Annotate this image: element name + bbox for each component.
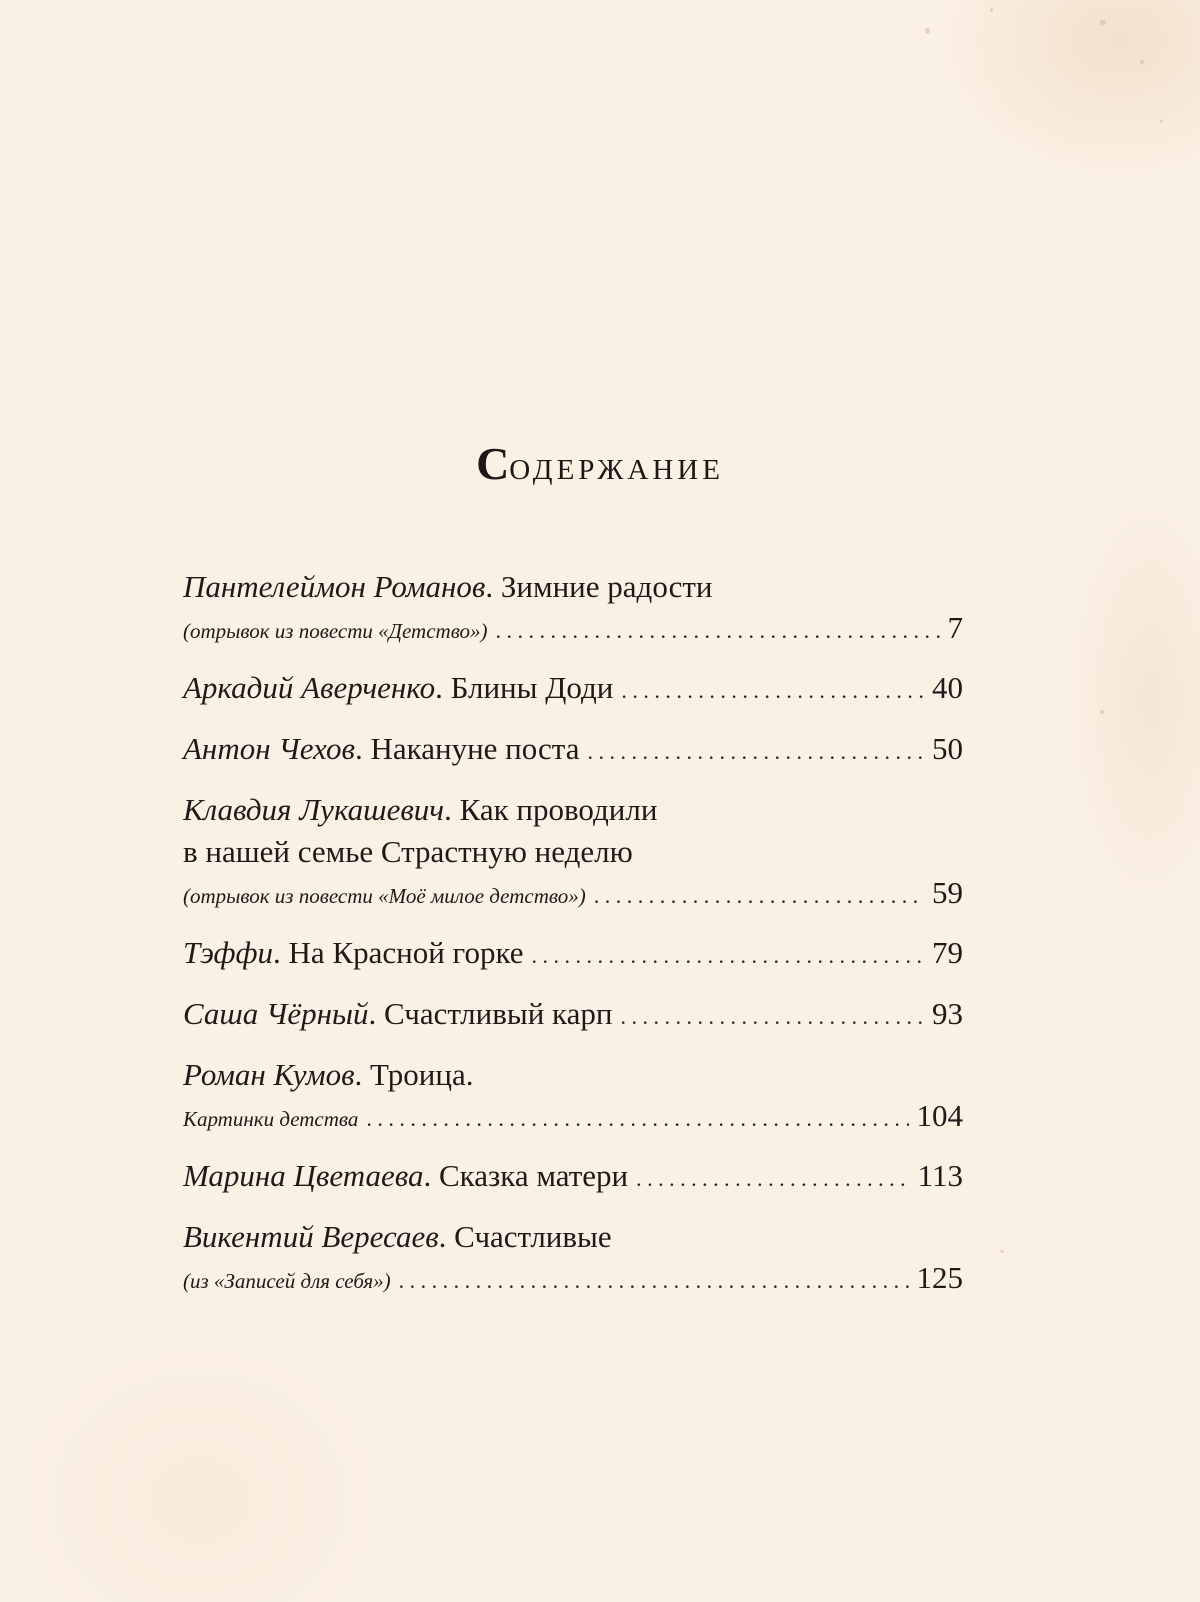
- entry-title: Счастливый карп: [384, 996, 613, 1031]
- toc-entry[interactable]: [183, 566, 963, 651]
- entry-title: Зимние радости: [500, 569, 713, 604]
- entry-heading: Роман Кумов . Троица.: [183, 1054, 963, 1096]
- entry-author: Аркадий Аверченко: [183, 670, 436, 705]
- entry-heading: Аркадий Аверченко . Блины Доди . . . 40: [183, 667, 963, 712]
- entry-subtitle: (из «Записей для себя»): [183, 1269, 391, 1293]
- paper-speck: [1100, 20, 1106, 25]
- entry-page-number: 7: [947, 610, 963, 645]
- entry-subtitle: (отрывок из повести «Моё милое детство»): [183, 884, 586, 908]
- entry-author: Марина Цветаева: [183, 1158, 424, 1193]
- paper-speck: [1160, 120, 1163, 123]
- entry-subtitle-line: [183, 1096, 963, 1139]
- dot-leader: [399, 1261, 909, 1301]
- toc-entry[interactable]: [183, 1155, 963, 1200]
- entry-heading-continued: [183, 831, 963, 873]
- title-rest: одержание: [509, 443, 724, 489]
- page-title: [0, 437, 1200, 490]
- entry-page-number: 40: [932, 670, 963, 705]
- toc-entry[interactable]: [183, 667, 963, 712]
- toc-entry[interactable]: [183, 1054, 963, 1139]
- entry-heading: Марина Цветаева . Сказка матери . . . 113: [183, 1155, 963, 1200]
- entry-title: Сказка матери: [438, 1158, 629, 1193]
- entry-title: Накануне поста: [370, 731, 580, 766]
- entry-page-number: 93: [932, 996, 963, 1031]
- entry-title: Счастливые: [454, 1219, 612, 1254]
- entry-heading: Клавдия Лукашевич . Как проводили: [183, 789, 963, 831]
- entry-heading: Викентий Вересаев . Счастливые: [183, 1216, 963, 1258]
- entry-page-number: 104: [916, 1098, 963, 1133]
- entry-page-number: 113: [917, 1158, 963, 1193]
- toc-entry[interactable]: [183, 728, 963, 773]
- entry-subtitle-line: [183, 1258, 963, 1301]
- dot-leader: [532, 935, 924, 977]
- dot-leader: [594, 876, 924, 916]
- paper-speck: [1000, 1250, 1004, 1253]
- dot-leader: [366, 1099, 908, 1139]
- entry-author: Викентий Вересаев: [183, 1219, 439, 1254]
- entry-author: Антон Чехов: [183, 731, 355, 766]
- entry-author: Саша Чёрный: [183, 996, 369, 1031]
- entry-title: Блины Доди: [450, 670, 614, 705]
- toc-entry[interactable]: [183, 993, 963, 1038]
- entry-title: Троица.: [370, 1057, 474, 1092]
- entry-subtitle-line: [183, 873, 963, 916]
- paper-speck: [990, 8, 993, 12]
- entry-heading: Пантелеймон Романов . Зимние радости: [183, 566, 963, 608]
- entry-heading: Антон Чехов . Накануне поста . . . 50: [183, 728, 963, 773]
- entry-page-number: 125: [916, 1260, 963, 1295]
- toc-entry[interactable]: [183, 1216, 963, 1301]
- entry-page-number: 59: [932, 875, 963, 910]
- dot-leader: [496, 611, 940, 651]
- entry-title-line2: в нашей семье Страстную неделю: [183, 834, 633, 869]
- entry-author: Роман Кумов: [183, 1057, 355, 1092]
- dot-leader: [587, 731, 924, 773]
- entry-author: Клавдия Лукашевич: [183, 792, 445, 827]
- entry-subtitle: (отрывок из повести «Детство»): [183, 619, 488, 643]
- paper-speck: [925, 28, 930, 34]
- entry-heading: Саша Чёрный . Счастливый карп . . . 93: [183, 993, 963, 1038]
- paper-speck: [1140, 60, 1144, 64]
- dot-leader: [636, 1158, 910, 1200]
- entry-heading: Тэффи . На Красной горке . . . 79: [183, 932, 963, 977]
- paper-speck: [1100, 710, 1104, 714]
- entry-subtitle: Картинки детства: [183, 1107, 359, 1131]
- table-of-contents: [183, 566, 963, 1317]
- dot-leader: [621, 670, 924, 712]
- entry-page-number: 79: [932, 935, 963, 970]
- title-initial: С: [476, 438, 510, 489]
- dot-leader: [621, 996, 925, 1038]
- entry-title-line1: Как проводили: [459, 792, 658, 827]
- entry-subtitle-line: [183, 608, 963, 651]
- entry-author: Пантелеймон Романов: [183, 569, 486, 604]
- entry-title: На Красной горке: [288, 935, 524, 970]
- toc-entry[interactable]: [183, 932, 963, 977]
- entry-author: Тэффи: [183, 935, 274, 970]
- toc-entry[interactable]: [183, 789, 963, 916]
- entry-page-number: 50: [932, 731, 963, 766]
